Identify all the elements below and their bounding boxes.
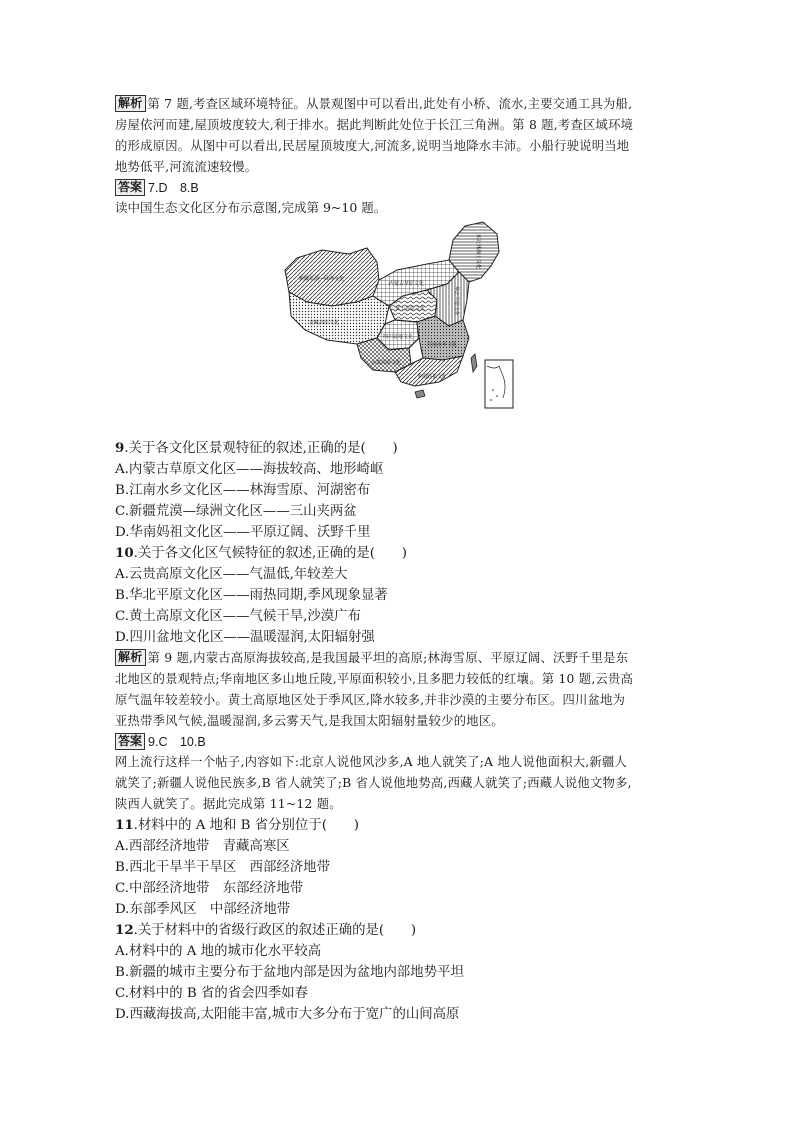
question-stem-text: .关于材料中的省级行政区的叙述正确的是( )	[133, 923, 417, 938]
question-number: 11	[115, 817, 134, 833]
explanation-line	[115, 94, 685, 115]
answer-tag: 答案	[115, 733, 145, 750]
option-a: A.云贵高原文化区——气温低,年较差大	[115, 567, 348, 582]
explanation-tag: 解析	[115, 649, 146, 666]
explanation-line: 亚热带季风气候,温暖湿润,多云雾天气,是我国太阳辐射量较少的地区。	[115, 714, 504, 728]
passage	[115, 752, 685, 815]
explanation-text: 第 9 题,内蒙古高原海拔较高,是我国最平坦的高原;林海雪原、平原辽阔、沃野千里是东	[147, 651, 629, 665]
explanation-line	[115, 648, 685, 669]
island-hainan	[415, 390, 425, 398]
explanation-text: 第 7 题,考查区域环境特征。从景观图中可以看出,此处有小桥、流水,主要交通工具为船,	[147, 97, 633, 111]
option-a: A.材料中的 A 地的城市化水平较高	[115, 944, 322, 959]
content	[115, 94, 685, 1025]
option-b: B.新疆的城市主要分布于盆地内部是因为盆地内部地势平坦	[115, 965, 464, 980]
question-stem	[115, 920, 685, 941]
option-c: C.材料中的 B 省的省会四季如春	[115, 986, 309, 1001]
map-svg	[277, 220, 515, 412]
label-dongbei: 东北林海土文化	[475, 234, 481, 270]
label-huabei: 华北平原文化	[453, 286, 459, 317]
label-huanan: 华南妈祖文化	[417, 374, 448, 380]
label-yungui: 云贵高原文化	[371, 360, 402, 366]
island-taiwan	[471, 354, 477, 372]
answer-tag: 答案	[115, 179, 145, 196]
explanation-line: 北地区的景观特点;华南地区多山地丘陵,平原面积较小,且多肥力较低的红壤。第 10 题,云贵高	[115, 672, 634, 686]
option-b: B.华北平原文化区——雨热同期,季风现象显著	[115, 588, 388, 603]
passage-line: 就笑了;新疆人说他民族多,B 省人就笑了;B 省人说他地势高,西藏人就笑了;西藏人说他文物多,	[115, 776, 632, 790]
label-xinjiang: 新疆荒漠—绿洲文化	[299, 276, 345, 282]
question-stem-text: .材料中的 A 地和 B 省分别位于( )	[133, 818, 359, 833]
explanation-line: 房屋依河而建,屋顶坡度较大,利于排水。据此判断此处位于长江三角洲。第 8 题,考查区域环境	[115, 118, 634, 132]
question-number: 10	[115, 545, 134, 561]
option-c: C.中部经济地带 东部经济地带	[115, 881, 304, 896]
passage-line: 网上流行这样一个帖子,内容如下:北京人说他风沙多,A 地人就笑了;A 地人说他面积大,新疆人	[115, 755, 628, 769]
region-jiangnan	[417, 316, 469, 360]
answer-value: 9.C 10.B	[148, 735, 206, 749]
explanation-line: 地势低平,河流流速较慢。	[115, 160, 258, 174]
question-number: 9	[115, 440, 125, 456]
question-stem	[115, 438, 685, 459]
option-b: B.西北干旱半干旱区 西部经济地带	[115, 860, 330, 875]
option-d: D.华南妈祖文化区——平原辽阔、沃野千里	[115, 525, 371, 540]
answer-q9-10	[115, 732, 685, 752]
label-neimenggu: 内蒙古草原文化	[389, 281, 425, 287]
question-stem	[115, 815, 685, 836]
china-eco-culture-map	[115, 218, 685, 438]
option-d: D.东部季风区 中部经济地带	[115, 902, 291, 917]
answer-q7-8	[115, 178, 685, 198]
explanation-line: 的形成原因。从图中可以看出,民居屋顶坡度大,河流多,说明当地降水丰沛。小船行驶说明当地	[115, 139, 630, 153]
option-d: D.四川盆地文化区——温暖湿润,太阳辐射强	[115, 630, 375, 645]
option-c: C.黄土高原文化区——气候干旱,沙漠广布	[115, 609, 361, 624]
label-sichuan: 四川盆地文化	[383, 334, 414, 340]
explanation-q7-8	[115, 94, 685, 178]
option-b: B.江南水乡文化区——林海雪原、河湖密布	[115, 483, 371, 498]
explanation-q9-10	[115, 648, 685, 732]
option-c: C.新疆荒漠—绿洲文化区——三山夹两盆	[115, 504, 357, 519]
answer-value: 7.D 8.B	[148, 181, 199, 195]
question-12	[115, 920, 685, 1025]
question-stem-text: .关于各文化区气候特征的叙述,正确的是( )	[133, 546, 408, 561]
intro-q9-10: 读中国生态文化区分布示意图,完成第 9~10 题。	[115, 200, 387, 215]
question-number: 12	[115, 922, 134, 938]
explanation-line: 原气温年较差较小。黄土高原地区处于季风区,降水较多,并非沙漠的主要分布区。四川盆地为	[115, 693, 626, 707]
passage-line: 陕西人就笑了。据此完成第 11~12 题。	[115, 797, 342, 811]
question-10	[115, 543, 685, 648]
question-11	[115, 815, 685, 920]
label-huangtu: 黄土高原文化	[395, 306, 426, 312]
label-qingzang: 青藏高原文化	[309, 320, 340, 326]
option-d: D.西藏海拔高,太阳能丰富,城市大多分布于宽广的山间高原	[115, 1007, 460, 1022]
option-a: A.内蒙古草原文化区——海拔较高、地形崎岖	[115, 462, 384, 477]
question-stem	[115, 543, 685, 564]
explanation-tag: 解析	[115, 95, 146, 112]
label-jiangnan: 江南水乡文化	[427, 342, 458, 348]
question-stem-text: .关于各文化区景观特征的叙述,正确的是( )	[124, 441, 398, 456]
option-a: A.西部经济地带 青藏高寒区	[115, 839, 290, 854]
question-9	[115, 438, 685, 543]
